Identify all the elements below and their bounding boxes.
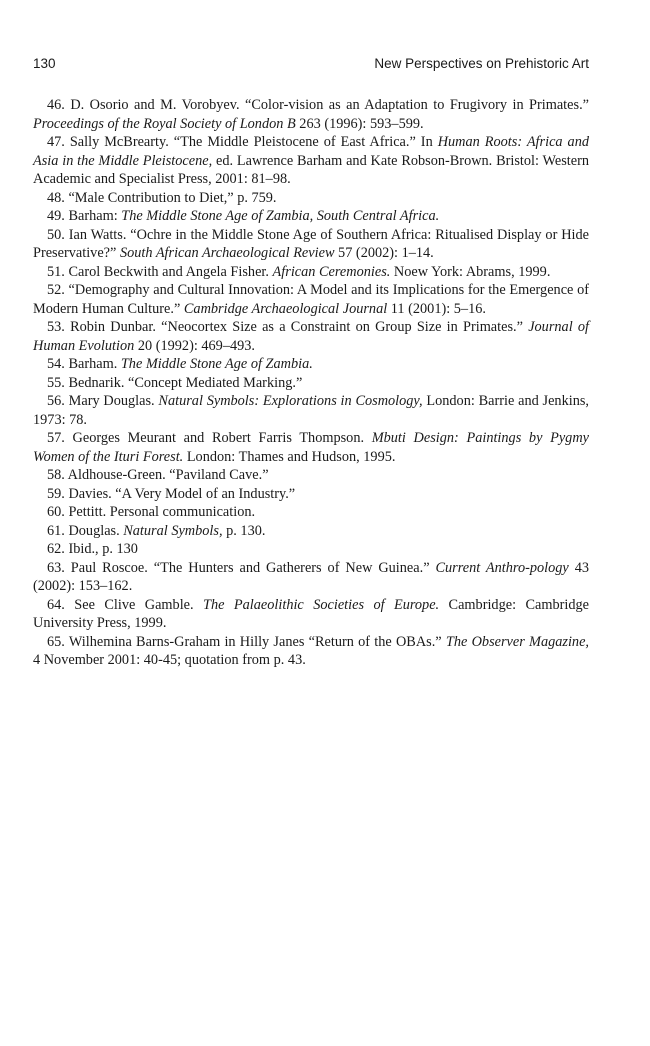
note-text: ed. Lawrence Barham and Kate Robson-Brown. Bristol: Western Academic and Specialist Press, 2001: 81–98. — [33, 152, 589, 187]
endnote — [33, 633, 589, 670]
note-text: 52. “Demography and Cultural Innovation: A Model and its Implications for the Emergence of Modern Human Culture.” — [33, 282, 589, 317]
note-text: 20 (1992): 469–493. — [134, 337, 255, 354]
note-text: 61. Douglas. — [47, 522, 124, 539]
citation-title: The Middle Stone Age of Zambia, South Central Africa. — [121, 208, 440, 224]
endnote — [33, 207, 589, 226]
note-text: 58. Aldhouse-Green. “Paviland Cave.” — [47, 467, 269, 483]
endnote — [33, 429, 589, 466]
citation-title: Natural Symbols: Explorations in Cosmology, — [158, 393, 423, 409]
running-head — [33, 56, 589, 76]
note-text: 59. Davies. “A Very Model of an Industry.” — [47, 485, 296, 502]
endnote — [33, 466, 589, 485]
citation-title: Mbuti Design: Paintings by Pygmy Women of the Ituri Forest. — [33, 430, 589, 465]
note-text: Noew York: Abrams, 1999. — [390, 263, 551, 280]
note-text: 62. Ibid., p. 130 — [47, 541, 138, 557]
note-text: 50. Ian Watts. “Ochre in the Middle Stone Age of Southern Africa: Ritualised Display or Hide Preservative?” — [33, 226, 589, 261]
note-text: 43 (2002): 153–162. — [33, 559, 590, 594]
note-text: 65. Wilhemina Barns-Graham in Hilly Janes “Return of the OBAs.” — [47, 633, 446, 650]
endnote — [33, 133, 589, 189]
endnote — [33, 540, 589, 559]
note-text: 49. Barham: — [47, 208, 122, 224]
endnote — [33, 318, 589, 355]
citation-title: The Observer Magazine, — [445, 633, 589, 650]
citation-title: Cambridge Archaeological Journal — [183, 300, 388, 317]
note-text: 263 (1996): 593–599. — [295, 115, 424, 132]
endnote — [33, 226, 589, 263]
citation-title: Current Anthro-pology — [435, 559, 569, 576]
note-text: 48. “Male Contribution to Diet,” p. 759. — [47, 189, 277, 206]
endnote — [33, 281, 589, 318]
endnote — [33, 522, 589, 541]
citation-title: The Middle Stone Age of Zambia. — [120, 356, 313, 372]
endnote — [33, 355, 589, 374]
note-text: London: Barrie and Jenkins, 1973: 78. — [33, 393, 589, 428]
citation-title: Proceedings of the Royal Society of London B — [33, 115, 296, 132]
citation-title: Journal of Human Evolution — [33, 319, 590, 354]
note-text: 64. See Clive Gamble. — [47, 596, 204, 613]
citation-title: African Ceremonies. — [272, 263, 391, 280]
citation-title: The Palaeolithic Societies of Europe. — [203, 596, 440, 613]
note-text: p. 130. — [222, 522, 266, 539]
endnote — [33, 559, 589, 596]
note-text: 63. Paul Roscoe. “The Hunters and Gatherers of New Guinea.” — [47, 559, 436, 576]
endnote — [33, 96, 589, 133]
note-text: 47. Sally McBrearty. “The Middle Pleistocene of East Africa.” In — [47, 134, 438, 150]
running-title: New Perspectives on Prehistoric Art — [374, 56, 589, 71]
endnote — [33, 392, 589, 429]
note-text: 46. D. Osorio and M. Vorobyev. “Color-vision as an Adaptation to Frugivory in Primates.” — [47, 97, 589, 113]
note-text: Cambridge: Cambridge University Press, 1999. — [33, 596, 589, 631]
endnote — [33, 263, 589, 282]
note-text: 54. Barham. — [47, 356, 121, 372]
note-text: 56. Mary Douglas. — [47, 393, 159, 409]
endnote — [33, 503, 589, 522]
page-number: 130 — [33, 56, 56, 71]
note-text: 4 November 2001: 40-45; quotation from p. 43. — [33, 652, 306, 668]
note-text: 55. Bednarik. “Concept Mediated Marking.” — [47, 374, 303, 391]
citation-title: South African Archaeological Review — [119, 245, 335, 261]
endnote — [33, 374, 589, 393]
endnotes-list — [33, 96, 589, 670]
note-text: 51. Carol Beckwith and Angela Fisher. — [47, 263, 273, 280]
citation-title: Natural Symbols, — [123, 522, 223, 539]
endnote — [33, 189, 589, 208]
note-text: 57 (2002): 1–14. — [334, 245, 434, 261]
note-text: 57. Georges Meurant and Robert Farris Thompson. — [47, 430, 372, 446]
citation-title: Human Roots: Africa and Asia in the Middle Pleistocene, — [33, 134, 589, 169]
endnote — [33, 485, 589, 504]
note-text: London: Thames and Hudson, 1995. — [183, 448, 396, 465]
note-text: 60. Pettitt. Personal communication. — [47, 504, 256, 520]
note-text: 53. Robin Dunbar. “Neocortex Size as a Constraint on Group Size in Primates.” — [47, 319, 529, 335]
note-text: 11 (2001): 5–16. — [387, 300, 486, 317]
endnote — [33, 596, 589, 633]
